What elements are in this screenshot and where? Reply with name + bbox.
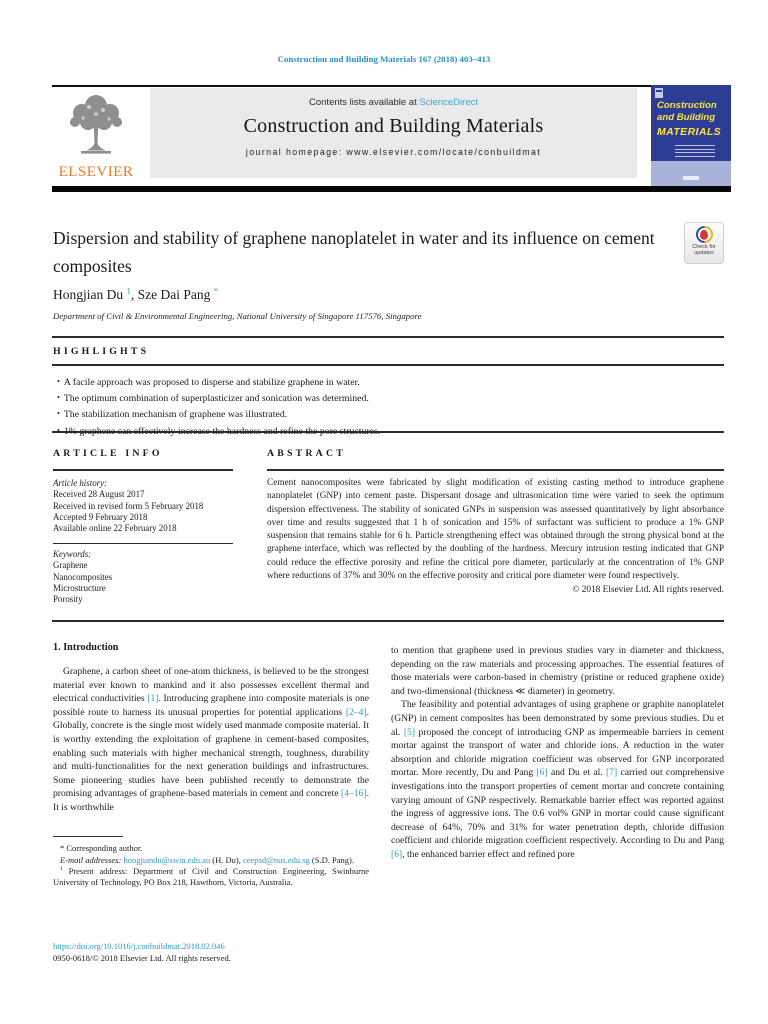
text-segment: . Globally, concrete is the single most widely used manmade composite material. It is worthy extending the exploitation of graphene in cement-based composites, enabling such materials with higher mechanical strength, toughness, durability and multi-functionalities for the next generation buildings and infrastructures. Some pioneering studies have been published recently to demonstrate the promising advantages of graphene-based materials in cement and concrete [53,706,369,800]
abstract-text: Cement nanocomposites were fabricated by slight modification of existing casting method to introduce graphene nanoplatelet (GNP) into cement paste. Dispersant dosage and ultrasonication time were varied to seek the optimum dispersion effectiveness. The stability of sonicated GNPs in suspension was assessed quantitatively by light absorbance over time and results suggested that 1 h of sonication and 15% of surfactant was sufficient to produce a 1% GNP suspension that remains stable for 6 h. Particle strengthening effect was obtained through the strong physical bond at the graphene interface, which was reflected by the doubling of the hardness. Mercury intrusion testing indicated that GNP could reduce the effective porosity and refine the critical pore diameter, particularly at the concentration of 1% GNP where reductions of 37% and 30% on the effective porosity and critical pore diameter were found respectively. [267,478,724,582]
intro-paragraph-continued [391,644,724,698]
text-segment: 1 [60,866,63,873]
keyword: Nanocomposites [53,571,113,582]
cover-title-line1: Construction [657,100,717,111]
text-segment: to mention that graphene used in previous studies vary in diameter and thickness, depending on the raw materials and processing approaches. The essential features of those materials were carbon-based in chemistry (pristine or reduced graphene oxide) and two-dimensional (thickness ≪ diameter) in geometry. [391,645,724,697]
article-info-heading: ARTICLE INFO [53,448,163,459]
elsevier-logo [46,92,146,178]
keyword: Microstructure [53,582,106,593]
footnote-rule [53,836,123,837]
history-entry: Available online 22 February 2018 [53,523,177,534]
highlight-text: The optimum combination of superplasticizer and sonication was determined. [63,393,369,405]
journal-homepage-link[interactable]: journal homepage: www.elsevier.com/locate/conbuildmat [245,147,542,157]
text-segment: . Introducing graphene into composite materials is one possible route to harness its unusual properties for potential applications [53,693,370,718]
body-column-right [391,644,724,862]
inline-link[interactable]: 1 [126,285,131,296]
text-segment: , the enhanced barrier effect and refined pore [402,848,575,860]
inline-link[interactable]: [6] [391,848,403,860]
sciencedirect-link[interactable]: ScienceDirect [419,97,478,108]
running-citation: Construction and Building Materials 167 (2018) 403–413 [277,54,491,64]
email-addresses-note [53,855,369,866]
check-for-updates-label: Check for updates [692,244,716,256]
divider [52,431,724,433]
divider [52,336,724,338]
history-entry: Received in revised form 5 February 2018 [53,500,204,511]
intro-paragraph [53,665,369,815]
corresponding-author-note: * Corresponding author. [60,843,143,854]
text-segment: Graphene, a carbon sheet of one-atom thickness, is believed to be the strongest material ever known to mankind and it also possesses excellent thermal and electrical conductivities [53,666,369,705]
divider [52,620,724,622]
inline-link[interactable]: [6] [536,767,548,779]
journal-cover-thumbnail[interactable] [651,85,731,186]
contents-prefix: Contents lists available at [309,97,420,108]
highlights-list [57,374,707,439]
bullet-icon: • [57,409,60,419]
divider [267,469,724,471]
abstract-heading: ABSTRACT [267,448,346,459]
inline-link[interactable]: [5] [403,726,416,738]
cover-footer-badge [683,176,699,180]
header-top-rule [52,85,731,87]
divider [53,469,233,471]
article-title: Dispersion and stability of graphene nanoplatelet in water and its influence on cement composites [53,228,655,276]
highlight-item [57,390,707,406]
crossmark-icon [696,226,713,243]
cover-footer-band [651,161,731,186]
highlight-text: The stabilization mechanism of graphene was illustrated. [63,409,288,421]
text-segment: (H. Du), [210,854,243,865]
keywords-label: Keywords: [53,549,92,559]
author-list [53,287,218,303]
text-segment: proposed the concept of introducing GNP as impermeable barriers in cement mortar against the transport of water and chloride ions. A reduction in the water absorption and chloride migration coefficient was observed for GNP incorporated mortar. More recently, Du and Pang [391,726,724,779]
bullet-icon: • [57,377,60,386]
cover-publisher-icon [655,88,663,98]
copyright-line: © 2018 Elsevier Ltd. All rights reserved. [572,585,724,596]
inline-link[interactable]: * [213,285,219,296]
cover-fineprint [675,145,715,159]
text-segment: (S.D. Pang). [309,854,354,865]
divider [53,543,233,544]
keyword: Porosity [53,594,83,605]
text-segment: Present address: Department of Civil and Construction Engineering, Swinburne University of Technology, PO Box 218, Hawthorn, Victoria, Australia. [53,866,369,888]
issn-copyright-line: 0950-0618/© 2018 Elsevier Ltd. All rights reserved. [53,952,231,963]
keyword: Graphene [53,560,88,571]
inline-link[interactable]: [4–16] [341,788,367,800]
present-address-note [53,866,369,889]
inline-link[interactable]: hongjiandu@swin.edu.au [123,854,211,865]
text-segment: and Du et al. [547,767,606,779]
highlight-item [57,406,707,422]
doi-link[interactable]: https://doi.org/10.1016/j.conbuildmat.2018.02.046 [53,941,225,951]
inline-link[interactable]: [7] [605,767,618,779]
intro-paragraph [391,698,724,861]
inline-link[interactable]: [2–4] [345,706,367,718]
abstract-block [267,477,724,598]
footnote-block [53,836,369,889]
divider [52,364,724,366]
header-bottom-bar [52,186,731,192]
text-segment: Hongjian Du [53,287,127,302]
inline-link[interactable]: ceepsd@nus.edu.sg [242,854,310,865]
elsevier-tree-icon [59,92,133,158]
text-segment: carried out comprehensive investigations into the transport properties of cement mortar and concrete containing varying amount of GNP respectively. Remarkable barrier effect was reported against the ingress of aggressive ions. The 0.6 vol% GNP in mortar could cause significant decrease of 64%, 70% and 31% for water penetration depth, chloride diffusion coefficient and chloride migration coefficient respectively. According to Du and Pang [391,767,725,847]
highlight-text: A facile approach was proposed to disperse and stabilize graphene in water. [63,377,360,388]
text-segment: E-mail addresses: [60,854,124,865]
highlights-heading: HIGHLIGHTS [53,346,150,357]
journal-title: Construction and Building Materials [243,115,544,137]
text-segment: The feasibility and potential advantages of using graphene or graphite nanoplatelet (GNP) in cement composites has been demonstrated by some previous studies. Du et al. [391,699,724,738]
contents-line [150,97,637,108]
history-entry: Received 28 August 2017 [53,489,145,500]
history-entry: Accepted 9 February 2018 [53,511,148,522]
article-history [53,478,253,534]
article-history-label: Article history: [53,478,107,488]
elsevier-wordmark: ELSEVIER [58,164,134,180]
text-segment: , Sze Dai Pang [130,287,214,302]
text-segment: . It is worthwhile [53,788,369,813]
journal-header-panel [150,88,637,178]
body-column-left [53,665,369,815]
highlight-item [57,374,707,390]
check-for-updates-badge[interactable] [684,222,724,264]
bullet-icon: • [57,393,60,403]
author-affiliation: Department of Civil & Environmental Engineering, National University of Singapore 117576, Singapore [53,311,422,321]
inline-link[interactable]: [1] [147,693,159,705]
cover-title-line2: and Building [657,112,716,123]
keywords-block [53,549,253,605]
cover-title-line3: MATERIALS [657,126,722,138]
section-heading-introduction: 1. Introduction [53,642,119,653]
doi-block [53,941,231,964]
